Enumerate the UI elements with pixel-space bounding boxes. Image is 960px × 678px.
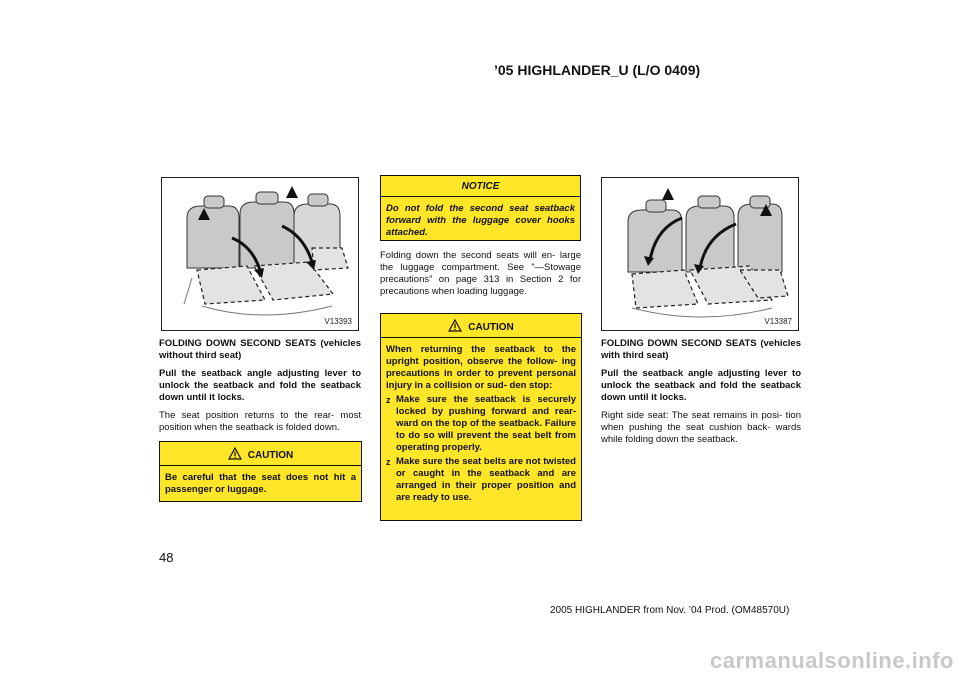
warning-triangle-icon (448, 319, 462, 332)
figure-code: V13393 (324, 317, 352, 326)
section-heading: FOLDING DOWN SECOND SEATS (vehicles without third seat) (159, 338, 361, 361)
body-text: Right side seat: The seat remains in posi- tion when pushing the seat cushion back- wards while folding down the seatback. (601, 410, 801, 445)
bullet-icon: z (386, 457, 391, 467)
caution-bullet (386, 456, 576, 504)
seat-illustration-left (161, 177, 359, 331)
watermark: carmanualsonline.info (710, 648, 954, 673)
middle-column (380, 250, 581, 304)
caution-intro: When returning the seatback to the upright position, observe the follow- ing precautions in order to prevent personal injury in a collision or sud- den stop: (386, 344, 576, 391)
section-heading: FOLDING DOWN SECOND SEATS (vehicles with third seat) (601, 338, 801, 361)
notice-title: NOTICE (381, 176, 580, 197)
instruction-text: Pull the seatback angle adjusting lever to unlock the seatback and fold the seatback down until it locks. (159, 368, 361, 403)
folding-seat-illustration (162, 178, 358, 330)
seat-illustration-right (601, 177, 799, 331)
warning-triangle-icon (228, 447, 242, 460)
caution-content (381, 338, 581, 510)
instruction-text: Pull the seatback angle adjusting lever to unlock the seatback and fold the seatback down until it locks. (601, 368, 801, 403)
caution-title: CAUTION (247, 450, 294, 461)
figure-code: V13387 (764, 317, 792, 326)
caution-header (381, 314, 581, 338)
caution-header (160, 442, 361, 466)
notice-box (380, 175, 581, 241)
caution-title: CAUTION (468, 322, 514, 333)
header-title: ’05 HIGHLANDER_U (L/O 0409) (494, 62, 701, 78)
left-column (159, 338, 361, 440)
bullet-icon: z (386, 395, 391, 405)
body-text: The seat position returns to the rear- most position when the seatback is folded down. (159, 410, 361, 433)
body-text: Folding down the second seats will en- large the luggage compartment. See “—Stowage precautions” on page 313 in Section 2 for precautions when loading luggage. (380, 250, 581, 297)
caution-box-left (159, 441, 362, 502)
caution-bullet (386, 394, 576, 454)
notice-text: Do not fold the second seat seatback forward with the luggage cover hooks attached. (386, 203, 575, 238)
bullet-text: Make sure the seat belts are not twisted or caught in the seatback and are arranged in their proper position and are ready to use. (396, 456, 576, 503)
caution-box-middle (380, 313, 582, 521)
footer-text: 2005 HIGHLANDER from Nov. ’04 Prod. (OM48570U) (550, 605, 790, 616)
page-number: 48 (159, 550, 174, 565)
folding-seat-illustration (602, 178, 798, 330)
caution-text: Be careful that the seat does not hit a passenger or luggage. (165, 472, 356, 495)
bullet-text: Make sure the seatback is securely locked by pushing forward and rear- ward on the top of the seatback. Failure to do so will prevent the seat belt from operating properly. (396, 394, 576, 453)
right-column (601, 338, 801, 452)
